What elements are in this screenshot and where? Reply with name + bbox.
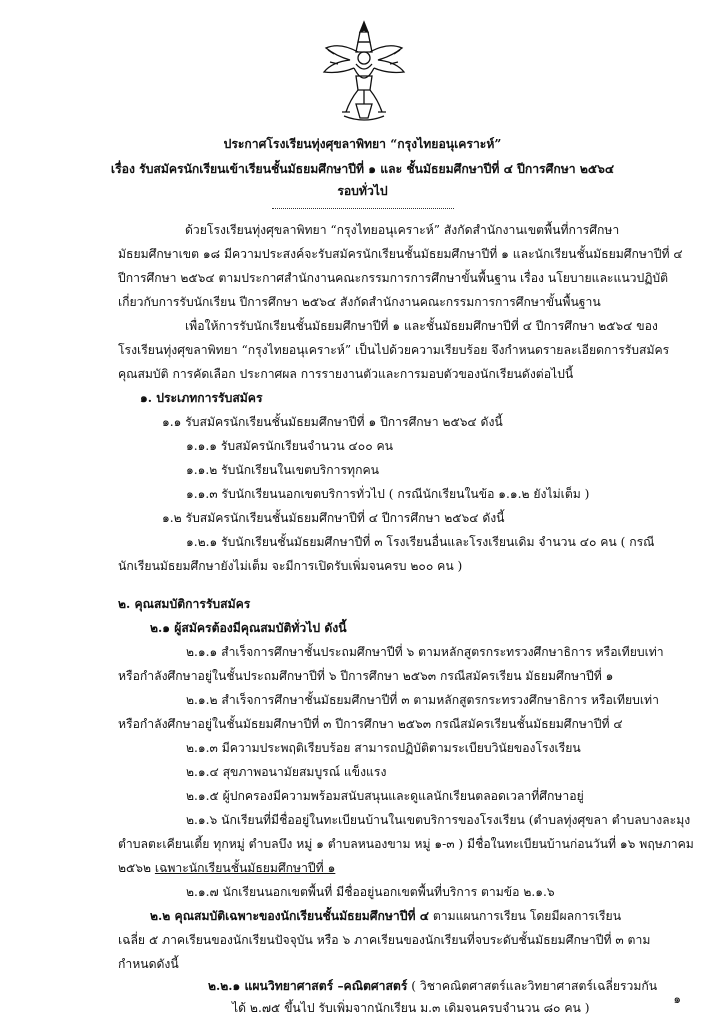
plan-heading: ๒.๒.๑ แผนวิทยาศาสตร์ –คณิตศาสตร์: [208, 979, 408, 993]
item-line: ๒.๑.๑ สำเร็จการศึกษาชั้นประถมศึกษาปีที่ ๖ ตามหลักสูตรกระทรวงศึกษาธิการ หรือเทียบเท่า: [186, 645, 664, 659]
item-line: เฉลี่ย ๕ ภาคเรียนของนักเรียนปัจจุบัน หรือ ๖ ภาคเรียนของนักเรียนที่จบระดับชั้นมัธยมศึกษาปีที่ ๓ ตาม: [118, 933, 651, 947]
item-line: [208, 978, 657, 994]
item-line: [118, 860, 335, 876]
item-line: ๑.๑.๑ รับสมัครนักเรียนจำนวน ๔๐๐ คน: [186, 439, 394, 453]
item-line: ๒.๑.๖ นักเรียนที่มีชื่ออยู่ในทะเบียนบ้านในเขตบริการของโรงเรียน (ตำบลทุ่งศุขลา ตำบลบางละมุง: [186, 813, 691, 827]
underlined-note: เฉพาะนักเรียนชั้นมัธยมศึกษาปีที่ ๑: [154, 861, 336, 875]
item-line: ๑.๒.๑ รับนักเรียนชั้นมัธยมศึกษาปีที่ ๓ โรงเรียนอื่นและโรงเรียนเดิม จำนวน ๔๐ คน ( กรณี: [186, 535, 655, 549]
section-heading: ๒. คุณสมบัติการรับสมัคร: [118, 597, 251, 611]
paragraph-line: เกี่ยวกับการรับนักเรียน ปีการศึกษา ๒๕๖๔ สังกัดสำนักงานคณะกรรมการการศึกษาขั้นพื้นฐาน: [118, 295, 601, 309]
item-line: ๑.๑.๒ รับนักเรียนในเขตบริการทุกคน: [186, 463, 379, 477]
item-line: หรือกำลังศึกษาอยู่ในชั้นประถมศึกษาปีที่ ๖ ปีการศึกษา ๒๕๖๓ กรณีสมัครเรียน มัธยมศึกษาปีที่ ๑: [118, 669, 614, 683]
paragraph-line: ปีการศึกษา ๒๕๖๔ ตามประกาศสำนักงานคณะกรรมการการศึกษาขั้นพื้นฐาน เรื่อง นโยบายและแนวปฏิบัติ: [118, 271, 669, 285]
announcement-subject: เรื่อง รับสมัครนักเรียนเข้าเรียนชั้นมัธยมศึกษาปีที่ ๑ และ ชั้นมัธยมศึกษาปีที่ ๔ ปีการศึกษา ๒๕๖๔: [110, 162, 615, 176]
item-line: หรือกำลังศึกษาอยู่ในชั้นมัธยมศึกษาปีที่ ๓ ปีการศึกษา ๒๕๖๓ กรณีสมัครเรียนชั้นมัธยมศึกษาปีที่ ๔: [118, 717, 623, 731]
item-line: ๒.๑.๔ สุขภาพอนามัยสมบูรณ์ แข็งแรง: [186, 765, 387, 779]
subsection-line: ๑.๑ รับสมัครนักเรียนชั้นมัธยมศึกษาปีที่ ๑ ปีการศึกษา ๒๕๖๔ ดังนี้: [162, 415, 503, 429]
subsection-line: ๑.๒ รับสมัครนักเรียนชั้นมัธยมศึกษาปีที่ ๔ ปีการศึกษา ๒๕๖๔ ดังนี้: [162, 511, 505, 525]
subsection-text: ตามแผนการเรียน โดยมีผลการเรียน: [429, 909, 622, 923]
item-line: นักเรียนมัธยมศึกษายังไม่เต็ม จะมีการเปิดรับเพิ่มจนครบ ๒๐๐ คน ): [118, 559, 463, 573]
section-heading: ๑. ประเภทการรับสมัคร: [140, 391, 263, 405]
item-line: ๒.๑.๒ สำเร็จการศึกษาชั้นมัธยมศึกษาปีที่ ๓ ตามหลักสูตรกระทรวงศึกษาธิการ หรือเทียบเท่า: [186, 693, 659, 707]
paragraph-line: โรงเรียนทุ่งศุขลาพิทยา “กรุงไทยอนุเคราะห์” เป็นไปด้วยความเรียบร้อย จึงกำหนดรายละเอียดการรับสมัคร: [118, 343, 670, 357]
item-line: ๑.๑.๓ รับนักเรียนนอกเขตบริการทั่วไป ( กรณีนักเรียนในข้อ ๑.๑.๒ ยังไม่เต็ม ): [186, 487, 590, 501]
paragraph-line: เพื่อให้การรับนักเรียนชั้นมัธยมศึกษาปีที่ ๑ และชั้นมัธยมศึกษาปีที่ ๔ ปีการศึกษา ๒๕๖๔ ของ: [185, 319, 658, 333]
paragraph-line: มัธยมศึกษาเขต ๑๘ มีความประสงค์จะรับสมัครนักเรียนชั้นมัธยมศึกษาปีที่ ๑ และนักเรียนชั้นมัธยมศึกษาปีที่ ๔: [118, 247, 683, 261]
subsection-heading: ๒.๑ ผู้สมัครต้องมีคุณสมบัติทั่วไป ดังนี้: [150, 621, 347, 635]
paragraph-line: คุณสมบัติ การคัดเลือก ประกาศผล การรายงานตัวและการมอบตัวของนักเรียนดังต่อไปนี้: [118, 367, 574, 381]
item-line: ได้ ๒.๗๕ ขึ้นไป รับเพิ่มจากนักเรียน ม.๓ เดิมจนครบจำนวน ๘๐ คน ): [232, 1001, 590, 1015]
garuda-emblem-icon: [320, 18, 408, 126]
subsection-line: [150, 908, 621, 924]
item-line: ๒.๑.๕ ผู้ปกครองมีความพร้อมสนับสนุนและดูแลนักเรียนตลอดเวลาที่ศึกษาอยู่: [186, 789, 584, 803]
announcement-round: รอบทั่วไป: [337, 184, 388, 198]
paragraph-line: ด้วยโรงเรียนทุ่งศุขลาพิทยา “กรุงไทยอนุเคราะห์” สังกัดสำนักงานเขตพื้นที่การศึกษา: [185, 223, 620, 237]
page-number: ๑: [673, 992, 681, 1006]
item-line: ตำบลตะเคียนเตี้ย ทุกหมู่ ตำบลบึง หมู่ ๑ ตำบลหนองขาม หมู่ ๑-๓ ) มีชื่อในทะเบียนบ้านก่อนวันที่ ๑๖ พฤษภาคม: [118, 837, 694, 851]
item-line: กำหนดดังนี้: [118, 957, 179, 971]
item-line: ๒.๑.๓ มีความประพฤติเรียบร้อย สามารถปฏิบัติตามระเบียบวินัยของโรงเรียน: [186, 741, 581, 755]
announcement-title: ประกาศโรงเรียนทุ่งศุขลาพิทยา “กรุงไทยอนุเคราะห์”: [223, 137, 502, 151]
subsection-heading: ๒.๒ คุณสมบัติเฉพาะของนักเรียนชั้นมัธยมศึกษาปีที่ ๔: [150, 909, 430, 923]
divider-dotted: [272, 208, 454, 209]
year-text: ๒๕๖๒: [118, 861, 155, 875]
item-line: ๒.๑.๗ นักเรียนนอกเขตพื้นที่ มีชื่ออยู่นอกเขตพื้นที่บริการ ตามข้อ ๒.๑.๖: [186, 885, 555, 899]
plan-text: ( วิชาคณิตศาสตร์และวิทยาศาสตร์เฉลี่ยรวมกัน: [407, 979, 658, 993]
